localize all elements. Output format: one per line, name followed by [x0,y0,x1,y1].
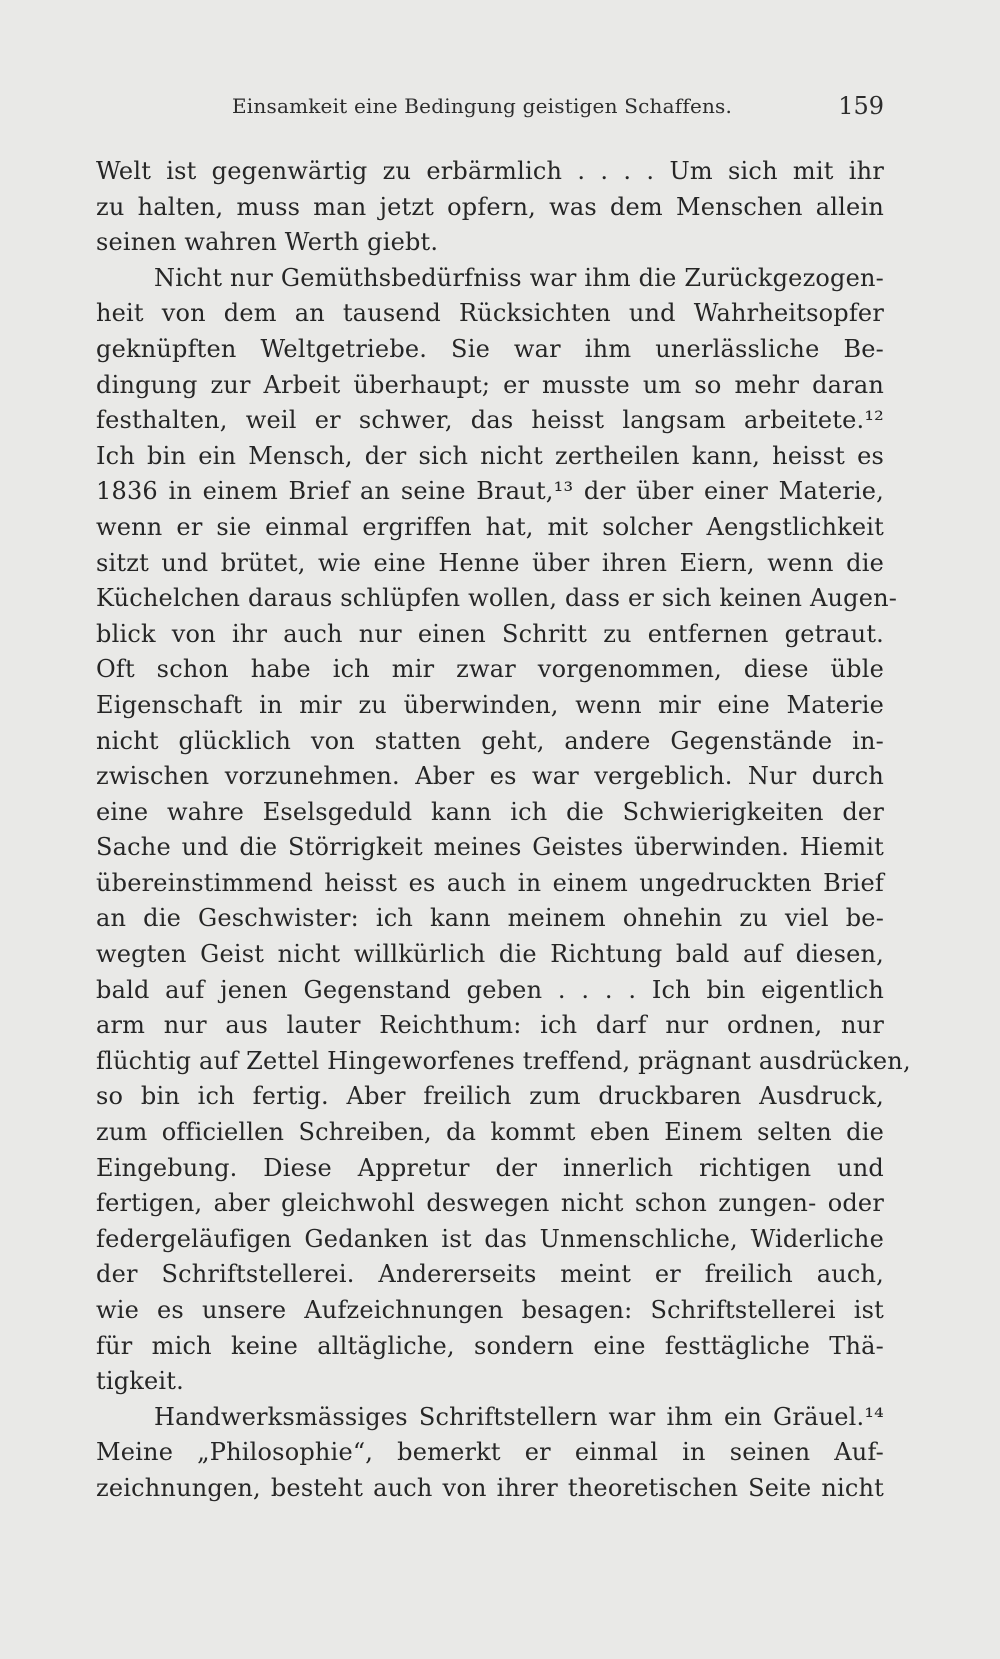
text-line: übereinstimmend heisst es auch in einem ungedruckten Brief [96,868,884,897]
text-line: so bin ich fertig. Aber freilich zum druckbaren Ausdruck, [96,1082,884,1111]
text-line: Eingebung. Diese Appretur der innerlich richtigen und [96,1153,884,1182]
text-line: zum officiellen Schreiben, da kommt eben Einem selten die [96,1118,884,1147]
text-line: Nicht nur Gemüthsbedürfniss war ihm die Zurückgezogen- [154,263,884,292]
text-line: wegten Geist nicht willkürlich die Richtung bald auf diesen, [96,940,884,969]
page-header [96,94,884,124]
text-line: federgeläufigen Gedanken ist das Unmenschliche, Widerliche [96,1224,884,1253]
text-line: nicht glücklich von statten geht, andere Gegenstände in- [96,726,884,755]
text-line: Oft schon habe ich mir zwar vorgenommen, diese üble [96,655,884,684]
text-line: bald auf jenen Gegenstand geben . . . . Ich bin eigentlich [96,975,884,1004]
text-line: Meine „Philosophie“, bemerkt er einmal in seinen Auf- [96,1438,884,1467]
text-line: für mich keine alltägliche, sondern eine festtägliche Thä- [96,1331,884,1360]
text-line: heit von dem an tausend Rücksichten und Wahrheitsopfer [96,299,884,328]
text-line: eine wahre Eselsgeduld kann ich die Schwierigkeiten der [96,797,884,826]
text-line: flüchtig auf Zettel Hingeworfenes treffend, prägnant ausdrücken, [96,1046,911,1075]
text-line: der Schriftstellerei. Andererseits meint er freilich auch, [96,1260,884,1289]
text-line: tigkeit. [96,1367,184,1396]
text-line: Eigenschaft in mir zu überwinden, wenn mir eine Materie [96,690,884,719]
text-line: Handwerksmässiges Schriftstellern war ihm ein Gräuel.¹⁴ [154,1402,884,1431]
text-line: festhalten, weil er schwer, das heisst langsam arbeitete.¹² [96,406,884,435]
running-title: Einsamkeit eine Bedingung geistigen Schaffens. [232,94,733,118]
text-line: zeichnungen, besteht auch von ihrer theoretischen Seite nicht [96,1473,884,1502]
body-text [96,154,911,1507]
page-number: 159 [838,92,884,120]
text-line: 1836 in einem Brief an seine Braut,¹³ der über einer Materie, [96,477,884,506]
text-line: seinen wahren Werth giebt. [96,228,439,257]
text-line: Sache und die Störrigkeit meines Geistes überwinden. Hiemit [96,833,884,862]
text-line: Ich bin ein Mensch, der sich nicht zertheilen kann, heisst es [96,441,884,470]
text-line: geknüpften Weltgetriebe. Sie war ihm unerlässliche Be- [96,334,884,363]
text-line: an die Geschwister: ich kann meinem ohnehin zu viel be- [96,904,884,933]
text-line: arm nur aus lauter Reichthum: ich darf nur ordnen, nur [96,1011,884,1040]
text-line: zu halten, muss man jetzt opfern, was dem Menschen allein [96,192,884,221]
text-line: zwischen vorzunehmen. Aber es war vergeblich. Nur durch [96,762,884,791]
text-line: dingung zur Arbeit überhaupt; er musste um so mehr daran [96,370,884,399]
text-line: fertigen, aber gleichwohl deswegen nicht schon zungen- oder [96,1189,884,1218]
text-line: Welt ist gegenwärtig zu erbärmlich . . . . Um sich mit ihr [96,157,884,185]
text-line: wie es unsere Aufzeichnungen besagen: Schriftstellerei ist [96,1296,884,1324]
text-line: blick von ihr auch nur einen Schritt zu entfernen getraut. [96,619,884,648]
text-line: Küchelchen daraus schlüpfen wollen, dass er sich keinen Augen- [96,584,898,613]
text-line: sitzt und brütet, wie eine Henne über ihren Eiern, wenn die [96,548,884,577]
text-line: wenn er sie einmal ergriffen hat, mit solcher Aengstlichkeit [96,512,884,541]
